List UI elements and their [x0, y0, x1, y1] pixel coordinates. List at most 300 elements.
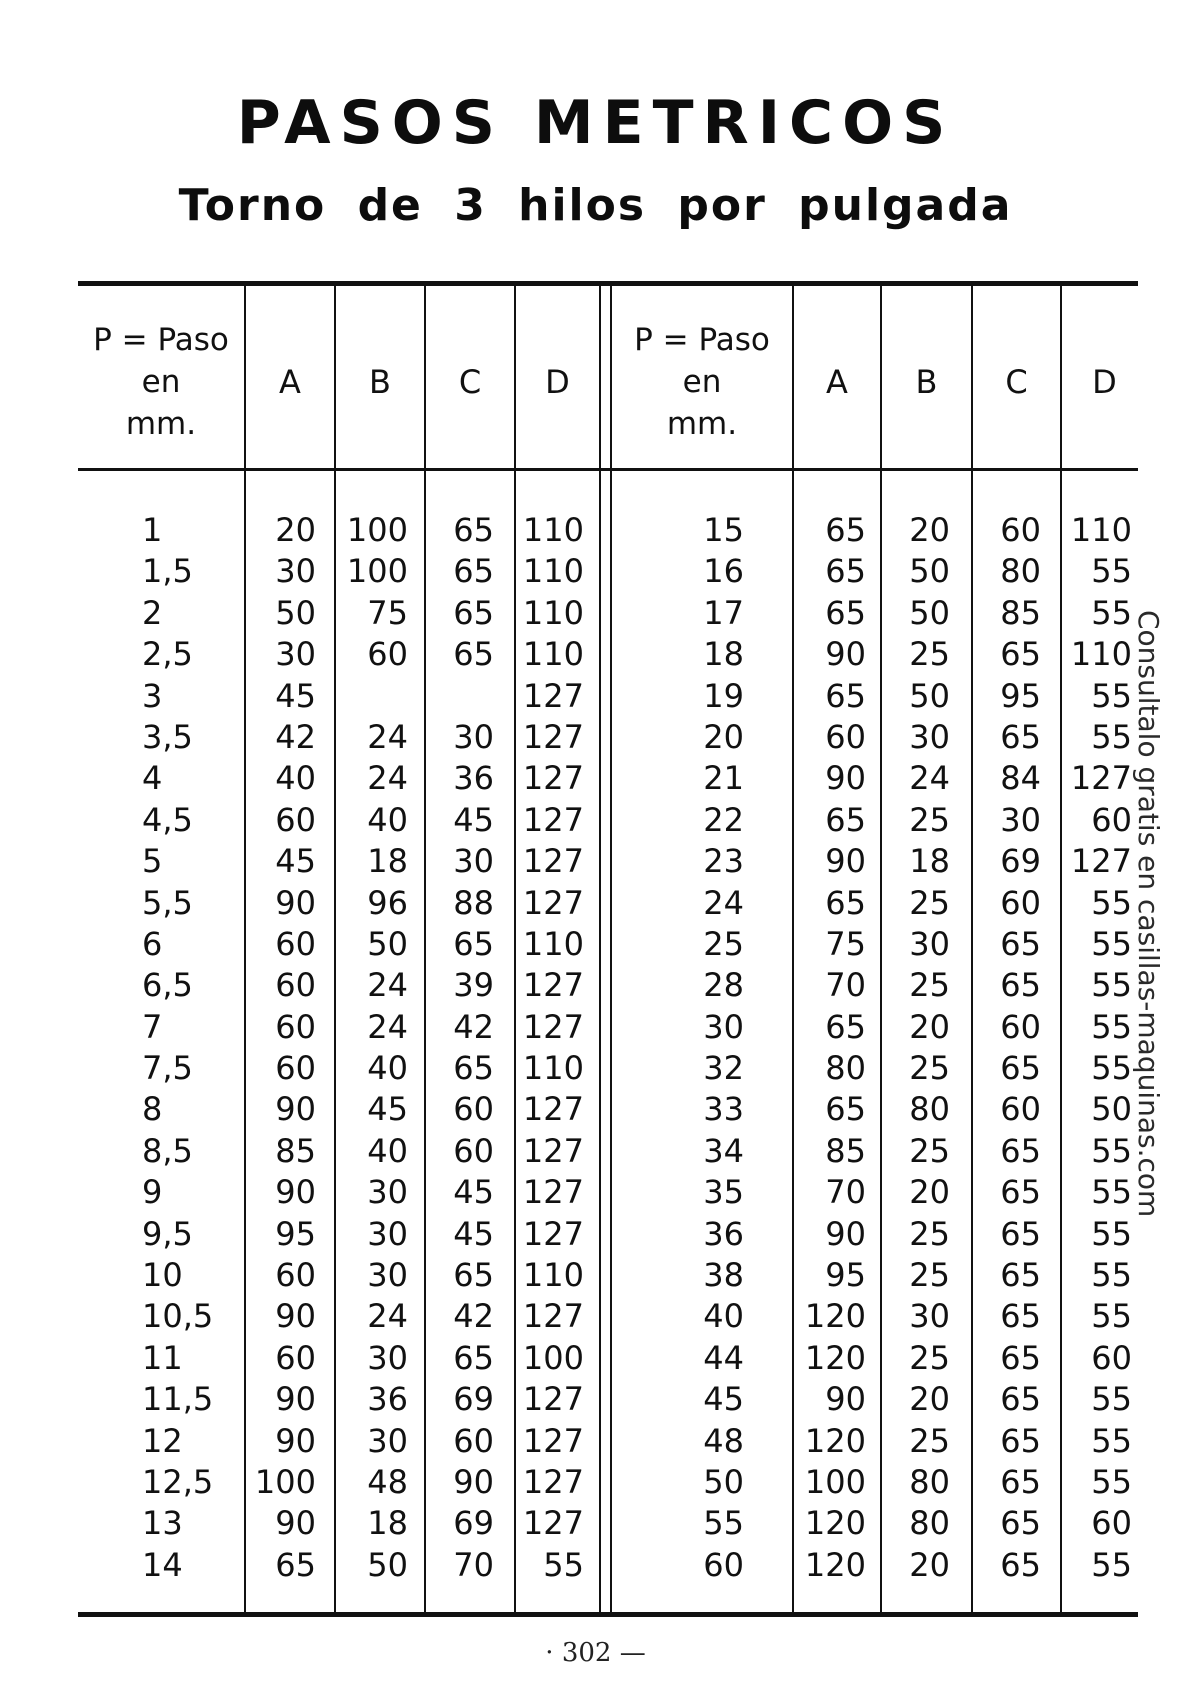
right-cell-a: 90 [825, 635, 866, 674]
header-col-b-right: B [915, 363, 938, 401]
left-cell-a: 60 [275, 800, 316, 839]
header-paso-right [612, 312, 792, 452]
right-cell-b: 25 [909, 1049, 950, 1088]
right-cell-p: 48 [703, 1421, 744, 1460]
right-cell-b: 50 [909, 593, 950, 632]
right-cell-d: 55 [1091, 676, 1132, 715]
left-cell-c: 60 [453, 1090, 494, 1129]
right-cell-d: 127 [1070, 842, 1132, 881]
right-cell-c: 65 [1000, 1173, 1041, 1212]
right-cell-a: 95 [825, 1256, 866, 1295]
left-cell-p: 8,5 [142, 1131, 193, 1170]
right-cell-a: 120 [804, 1297, 866, 1336]
right-cell-b: 20 [909, 1007, 950, 1046]
right-cell-d: 60 [1091, 1338, 1132, 1377]
right-cell-b: 25 [909, 1421, 950, 1460]
left-cell-p: 6,5 [142, 966, 193, 1005]
right-cell-d: 55 [1091, 1462, 1132, 1501]
left-cell-c: 65 [453, 1256, 494, 1295]
left-cell-a: 60 [275, 1256, 316, 1295]
right-cell-a: 65 [825, 511, 866, 549]
left-cell-c: 45 [453, 800, 494, 839]
table-row [0, 1048, 1191, 1089]
right-cell-b: 20 [909, 1173, 950, 1212]
right-cell-a: 90 [825, 1214, 866, 1253]
right-cell-d: 60 [1091, 800, 1132, 839]
header-bottom-rule [78, 468, 1138, 471]
left-cell-d: 110 [522, 635, 584, 674]
left-cell-a: 60 [275, 966, 316, 1005]
right-cell-d: 55 [1091, 1007, 1132, 1046]
left-cell-c: 42 [453, 1007, 494, 1046]
left-cell-a: 60 [275, 1338, 316, 1377]
table-row [0, 883, 1191, 924]
left-cell-b: 18 [367, 1504, 408, 1543]
left-cell-a: 100 [254, 1462, 316, 1501]
right-cell-d: 55 [1091, 1131, 1132, 1170]
left-cell-d: 127 [522, 1131, 584, 1170]
right-cell-a: 65 [825, 883, 866, 922]
right-cell-a: 65 [825, 1007, 866, 1046]
right-cell-d: 55 [1091, 717, 1132, 756]
left-cell-d: 127 [522, 1421, 584, 1460]
right-cell-d: 55 [1091, 966, 1132, 1005]
page-title: PASOS METRICOS [236, 88, 955, 158]
left-cell-a: 90 [275, 1421, 316, 1460]
right-cell-d: 55 [1091, 1297, 1132, 1336]
right-cell-d: 55 [1091, 1545, 1132, 1584]
header-paso-line1: P = Paso [93, 322, 229, 358]
table-bottom-rule [78, 1612, 1138, 1617]
right-cell-d: 55 [1091, 1049, 1132, 1088]
left-cell-a: 50 [275, 593, 316, 632]
left-cell-c: 69 [453, 1380, 494, 1419]
right-cell-b: 30 [909, 924, 950, 963]
right-cell-b: 20 [909, 511, 950, 549]
left-cell-p: 4,5 [142, 800, 193, 839]
right-cell-b: 18 [909, 842, 950, 881]
header-paso-line2: en [141, 364, 181, 400]
right-cell-a: 120 [804, 1421, 866, 1460]
right-cell-c: 60 [1000, 883, 1041, 922]
left-cell-d: 100 [522, 1338, 584, 1377]
table-row [0, 634, 1191, 675]
right-cell-d: 55 [1091, 924, 1132, 963]
left-cell-p: 3 [142, 676, 163, 715]
left-cell-c: 42 [453, 1297, 494, 1336]
left-cell-b: 24 [367, 1007, 408, 1046]
right-cell-c: 65 [1000, 1421, 1041, 1460]
table-row [0, 1007, 1191, 1048]
left-cell-b: 50 [367, 1545, 408, 1584]
left-cell-p: 10,5 [142, 1297, 214, 1336]
right-cell-c: 65 [1000, 1049, 1041, 1088]
right-cell-a: 120 [804, 1504, 866, 1543]
header-paso-line1: P = Paso [634, 322, 770, 358]
left-cell-c: 65 [453, 924, 494, 963]
left-cell-p: 12 [142, 1421, 183, 1460]
left-cell-d: 127 [522, 1380, 584, 1419]
left-cell-d: 110 [522, 1049, 584, 1088]
right-cell-p: 21 [703, 759, 744, 798]
left-cell-d: 127 [522, 1504, 584, 1543]
left-cell-b: 100 [346, 552, 408, 591]
left-cell-a: 90 [275, 1090, 316, 1129]
left-cell-b: 75 [367, 593, 408, 632]
right-cell-p: 25 [703, 924, 744, 963]
right-cell-p: 28 [703, 966, 744, 1005]
right-cell-d: 55 [1091, 552, 1132, 591]
left-cell-b: 24 [367, 759, 408, 798]
right-cell-b: 80 [909, 1504, 950, 1543]
right-cell-d: 55 [1091, 1380, 1132, 1419]
left-cell-a: 90 [275, 1380, 316, 1419]
right-cell-b: 25 [909, 1256, 950, 1295]
left-cell-c: 65 [453, 1338, 494, 1377]
right-cell-p: 50 [703, 1462, 744, 1501]
right-cell-a: 65 [825, 676, 866, 715]
right-cell-b: 30 [909, 717, 950, 756]
right-cell-c: 65 [1000, 1214, 1041, 1253]
header-col-c-right: C [1005, 363, 1028, 401]
left-cell-p: 8 [142, 1090, 163, 1129]
left-cell-p: 10 [142, 1256, 183, 1295]
right-cell-b: 25 [909, 883, 950, 922]
right-cell-b: 80 [909, 1090, 950, 1129]
right-cell-b: 80 [909, 1462, 950, 1501]
left-cell-c: 30 [453, 717, 494, 756]
left-cell-c: 45 [453, 1214, 494, 1253]
right-cell-c: 69 [1000, 842, 1041, 881]
left-cell-a: 20 [275, 511, 316, 549]
right-cell-c: 65 [1000, 1256, 1041, 1295]
right-cell-p: 18 [703, 635, 744, 674]
left-cell-a: 85 [275, 1131, 316, 1170]
right-cell-c: 60 [1000, 511, 1041, 549]
right-cell-d: 55 [1091, 883, 1132, 922]
right-cell-a: 60 [825, 717, 866, 756]
left-cell-a: 42 [275, 717, 316, 756]
left-cell-c: 60 [453, 1131, 494, 1170]
page-subtitle: Torno de 3 hilos por pulgada [178, 180, 1013, 231]
header-paso-line3: mm. [125, 406, 197, 442]
left-cell-d: 127 [522, 1214, 584, 1253]
left-cell-p: 6 [142, 924, 163, 963]
right-cell-a: 65 [825, 552, 866, 591]
right-cell-c: 30 [1000, 800, 1041, 839]
right-cell-d: 110 [1070, 511, 1132, 549]
right-cell-d: 110 [1070, 635, 1132, 674]
header-paso-line3: mm. [666, 406, 738, 442]
table-row [0, 1089, 1191, 1130]
right-cell-c: 85 [1000, 593, 1041, 632]
left-cell-d: 127 [522, 800, 584, 839]
left-cell-p: 3,5 [142, 717, 193, 756]
left-cell-a: 60 [275, 924, 316, 963]
header-col-a-right: A [826, 363, 848, 401]
left-cell-d: 110 [522, 924, 584, 963]
right-cell-d: 50 [1091, 1090, 1132, 1129]
left-cell-d: 127 [522, 1090, 584, 1129]
left-cell-p: 12,5 [142, 1462, 214, 1501]
table-row [0, 551, 1191, 592]
right-cell-b: 25 [909, 1131, 950, 1170]
right-cell-a: 75 [825, 924, 866, 963]
left-cell-d: 127 [522, 1462, 584, 1501]
left-cell-p: 1,5 [142, 552, 193, 591]
right-cell-a: 120 [804, 1338, 866, 1377]
left-cell-p: 13 [142, 1504, 183, 1543]
page-number: · 302 — [545, 1638, 646, 1668]
right-cell-b: 30 [909, 1297, 950, 1336]
right-cell-b: 24 [909, 759, 950, 798]
table-row [0, 1131, 1191, 1172]
table-row [0, 1462, 1191, 1503]
left-cell-c: 65 [453, 635, 494, 674]
left-cell-d: 110 [522, 552, 584, 591]
right-cell-p: 36 [703, 1214, 744, 1253]
right-cell-p: 45 [703, 1380, 744, 1419]
right-cell-c: 65 [1000, 1297, 1041, 1336]
right-cell-c: 84 [1000, 759, 1041, 798]
page-number-value: 302 [561, 1638, 612, 1668]
right-cell-p: 34 [703, 1131, 744, 1170]
left-cell-a: 30 [275, 552, 316, 591]
left-cell-d: 127 [522, 842, 584, 881]
left-cell-b: 30 [367, 1338, 408, 1377]
table-row [0, 1421, 1191, 1462]
right-cell-p: 44 [703, 1338, 744, 1377]
left-cell-a: 45 [275, 676, 316, 715]
right-cell-c: 65 [1000, 717, 1041, 756]
right-cell-p: 55 [703, 1504, 744, 1543]
left-cell-a: 90 [275, 1504, 316, 1543]
left-cell-d: 127 [522, 676, 584, 715]
right-cell-c: 65 [1000, 1545, 1041, 1584]
right-cell-p: 19 [703, 676, 744, 715]
left-cell-b: 18 [367, 842, 408, 881]
header-paso-left [80, 312, 242, 452]
table-row [0, 593, 1191, 634]
table-row [0, 1338, 1191, 1379]
left-cell-b: 50 [367, 924, 408, 963]
table-row [0, 924, 1191, 965]
left-cell-d: 110 [522, 593, 584, 632]
left-cell-p: 2,5 [142, 635, 193, 674]
left-cell-c: 65 [453, 593, 494, 632]
left-cell-d: 110 [522, 511, 584, 549]
right-cell-c: 65 [1000, 1338, 1041, 1377]
right-cell-p: 20 [703, 717, 744, 756]
header-col-a-left: A [279, 363, 301, 401]
right-cell-a: 90 [825, 1380, 866, 1419]
left-cell-p: 5 [142, 842, 163, 881]
left-cell-p: 7 [142, 1007, 163, 1046]
table-row [0, 1503, 1191, 1544]
right-cell-p: 35 [703, 1173, 744, 1212]
right-cell-b: 25 [909, 800, 950, 839]
left-cell-c: 88 [453, 883, 494, 922]
left-cell-b: 96 [367, 883, 408, 922]
right-cell-a: 80 [825, 1049, 866, 1088]
table-row [0, 965, 1191, 1006]
right-cell-d: 55 [1091, 593, 1132, 632]
right-cell-a: 90 [825, 842, 866, 881]
left-cell-c: 30 [453, 842, 494, 881]
right-cell-p: 23 [703, 842, 744, 881]
right-cell-a: 120 [804, 1545, 866, 1584]
left-cell-c: 65 [453, 552, 494, 591]
left-cell-b: 40 [367, 1049, 408, 1088]
left-cell-d: 127 [522, 1007, 584, 1046]
left-cell-p: 4 [142, 759, 163, 798]
right-cell-c: 60 [1000, 1090, 1041, 1129]
table-top-rule [78, 281, 1138, 286]
right-cell-a: 70 [825, 1173, 866, 1212]
right-cell-d: 127 [1070, 759, 1132, 798]
left-cell-b: 48 [367, 1462, 408, 1501]
left-cell-a: 40 [275, 759, 316, 798]
right-cell-p: 60 [703, 1545, 744, 1584]
left-cell-b: 30 [367, 1173, 408, 1212]
left-cell-a: 95 [275, 1214, 316, 1253]
left-cell-d: 127 [522, 966, 584, 1005]
right-cell-a: 100 [804, 1462, 866, 1501]
left-cell-b: 30 [367, 1214, 408, 1253]
left-cell-b: 60 [367, 635, 408, 674]
right-cell-p: 15 [703, 511, 744, 549]
header-col-b-left: B [369, 363, 391, 401]
right-cell-c: 80 [1000, 552, 1041, 591]
right-cell-c: 65 [1000, 1131, 1041, 1170]
left-cell-p: 5,5 [142, 883, 193, 922]
left-cell-a: 45 [275, 842, 316, 881]
left-cell-p: 9,5 [142, 1214, 193, 1253]
left-cell-a: 90 [275, 883, 316, 922]
left-cell-d: 55 [543, 1545, 584, 1584]
right-cell-a: 70 [825, 966, 866, 1005]
header-col-c-left: C [458, 363, 482, 401]
left-cell-p: 14 [142, 1545, 183, 1584]
header-paso-line2: en [682, 364, 722, 400]
right-cell-p: 33 [703, 1090, 744, 1129]
table-body [0, 510, 1191, 1586]
left-cell-c: 60 [453, 1421, 494, 1460]
right-cell-b: 50 [909, 676, 950, 715]
right-cell-a: 65 [825, 1090, 866, 1129]
right-cell-b: 20 [909, 1380, 950, 1419]
right-cell-b: 50 [909, 552, 950, 591]
left-cell-c: 36 [453, 759, 494, 798]
left-cell-d: 127 [522, 883, 584, 922]
right-cell-p: 38 [703, 1256, 744, 1295]
table-row [0, 841, 1191, 882]
left-cell-b: 24 [367, 966, 408, 1005]
right-cell-d: 55 [1091, 1421, 1132, 1460]
left-cell-b: 45 [367, 1090, 408, 1129]
left-cell-b: 40 [367, 1131, 408, 1170]
right-cell-a: 65 [825, 800, 866, 839]
table-row [0, 1296, 1191, 1337]
left-cell-c: 65 [453, 1049, 494, 1088]
left-cell-b: 40 [367, 800, 408, 839]
left-cell-a: 30 [275, 635, 316, 674]
table-row [0, 1379, 1191, 1420]
right-cell-p: 30 [703, 1007, 744, 1046]
right-cell-a: 85 [825, 1131, 866, 1170]
left-cell-b: 24 [367, 1297, 408, 1336]
table-row [0, 717, 1191, 758]
right-cell-p: 16 [703, 552, 744, 591]
right-cell-c: 95 [1000, 676, 1041, 715]
left-cell-d: 127 [522, 1297, 584, 1336]
left-cell-b: 30 [367, 1421, 408, 1460]
left-cell-p: 2 [142, 593, 163, 632]
right-cell-c: 65 [1000, 1504, 1041, 1543]
right-cell-c: 65 [1000, 635, 1041, 674]
right-cell-d: 55 [1091, 1256, 1132, 1295]
right-cell-a: 90 [825, 759, 866, 798]
left-cell-p: 9 [142, 1173, 163, 1212]
table-row [0, 1255, 1191, 1296]
right-cell-b: 25 [909, 966, 950, 1005]
right-cell-b: 20 [909, 1545, 950, 1584]
right-cell-p: 40 [703, 1297, 744, 1336]
right-cell-d: 60 [1091, 1504, 1132, 1543]
table-row [0, 1172, 1191, 1213]
left-cell-c: 90 [453, 1462, 494, 1501]
left-cell-c: 39 [453, 966, 494, 1005]
left-cell-c: 45 [453, 1173, 494, 1212]
table-row [0, 1545, 1191, 1586]
left-cell-a: 65 [275, 1545, 316, 1584]
header-col-d-left: D [545, 363, 570, 401]
right-cell-p: 24 [703, 883, 744, 922]
right-cell-c: 65 [1000, 966, 1041, 1005]
left-cell-p: 7,5 [142, 1049, 193, 1088]
right-cell-c: 65 [1000, 924, 1041, 963]
right-cell-p: 17 [703, 593, 744, 632]
right-cell-d: 55 [1091, 1214, 1132, 1253]
right-cell-p: 32 [703, 1049, 744, 1088]
table-row [0, 800, 1191, 841]
left-cell-d: 127 [522, 759, 584, 798]
table-row [0, 676, 1191, 717]
left-cell-p: 1 [142, 511, 163, 549]
left-cell-a: 90 [275, 1173, 316, 1212]
table-row [0, 1214, 1191, 1255]
right-cell-b: 25 [909, 1338, 950, 1377]
header-col-d-right: D [1092, 363, 1117, 401]
right-cell-p: 22 [703, 800, 744, 839]
left-cell-b: 36 [367, 1380, 408, 1419]
left-cell-b: 24 [367, 717, 408, 756]
right-cell-b: 25 [909, 635, 950, 674]
left-cell-p: 11 [142, 1338, 183, 1377]
watermark [1132, 610, 1191, 1218]
left-cell-d: 110 [522, 1256, 584, 1295]
left-cell-b: 100 [346, 511, 408, 549]
right-cell-b: 25 [909, 1214, 950, 1253]
left-cell-p: 11,5 [142, 1380, 214, 1419]
left-cell-b: 30 [367, 1256, 408, 1295]
right-cell-c: 65 [1000, 1462, 1041, 1501]
table-row [0, 510, 1191, 551]
right-cell-c: 65 [1000, 1380, 1041, 1419]
right-cell-c: 60 [1000, 1007, 1041, 1046]
left-cell-c: 69 [453, 1504, 494, 1543]
left-cell-a: 60 [275, 1049, 316, 1088]
